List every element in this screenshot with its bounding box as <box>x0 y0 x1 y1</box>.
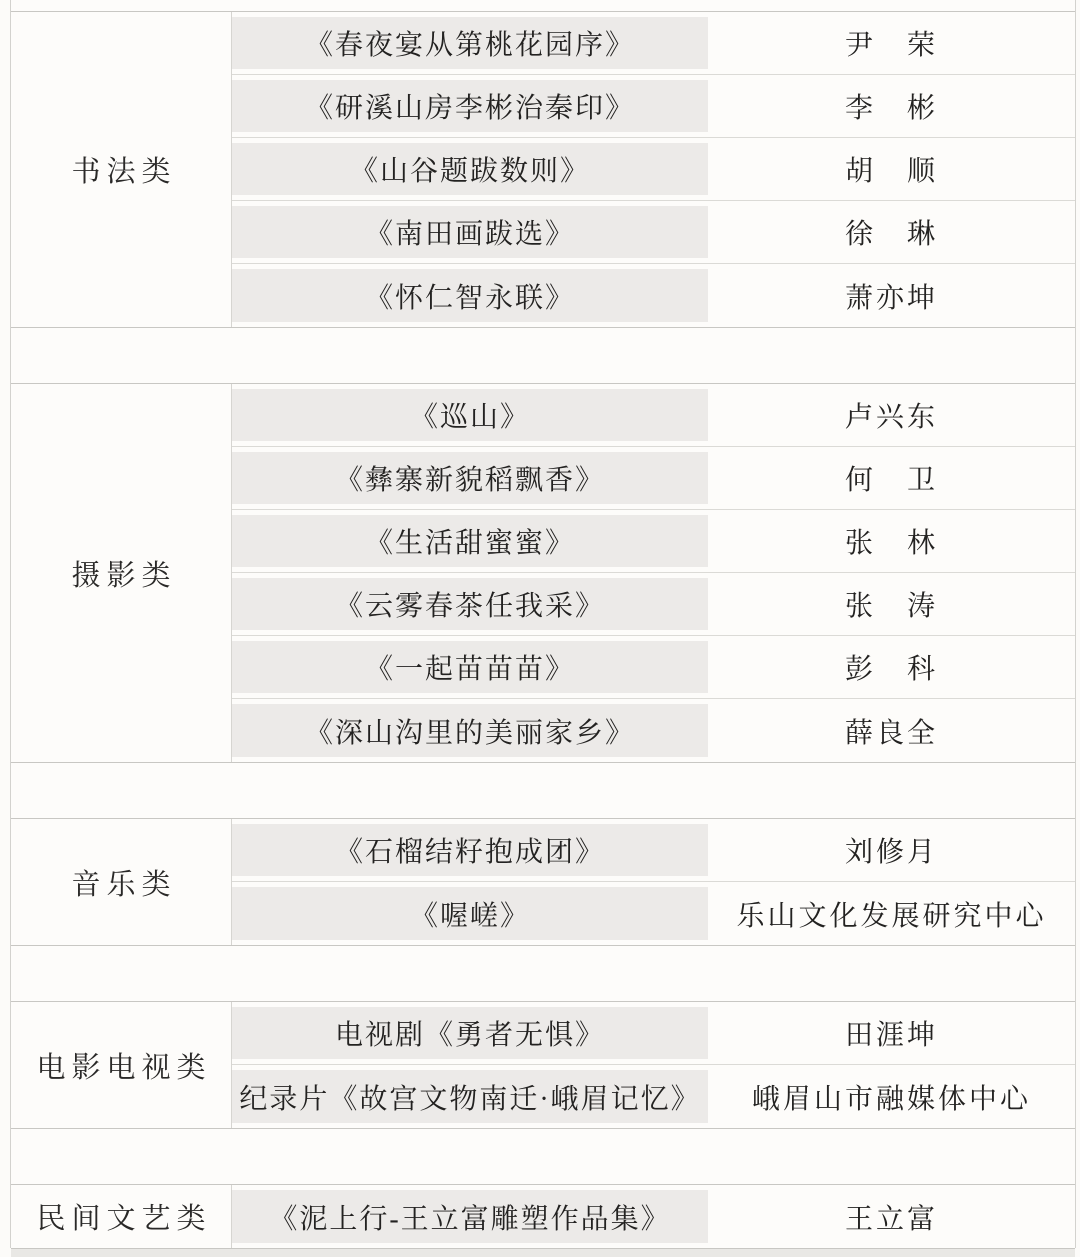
author-name: 李 彬 <box>844 93 938 124</box>
work-title: 《泥上行-王立富雕塑作品集》 <box>269 1203 671 1235</box>
section-rows <box>232 12 1075 327</box>
author-name: 刘修月 <box>844 837 938 868</box>
work-title-background <box>232 1190 708 1243</box>
work-title-cell <box>232 1185 708 1248</box>
work-title-cell <box>232 1065 708 1128</box>
work-title-cell <box>232 384 708 446</box>
table-body <box>11 12 1075 1249</box>
work-title-cell <box>232 264 708 327</box>
author-name: 何 卫 <box>844 465 938 496</box>
table-row <box>232 699 1075 762</box>
category-cell <box>11 1185 232 1248</box>
author-cell <box>708 1185 1075 1248</box>
category-section <box>11 12 1075 328</box>
work-title-cell <box>232 75 708 137</box>
author-name: 张 涛 <box>844 591 938 622</box>
work-title: 《彝寨新貌稻飘香》 <box>334 465 605 496</box>
category-label: 音乐类 <box>71 868 177 901</box>
work-title-background <box>232 269 708 322</box>
author-name: 王立富 <box>844 1203 938 1235</box>
author-name: 田涯坤 <box>844 1020 938 1051</box>
table-row <box>232 264 1075 327</box>
work-title-background <box>232 389 708 441</box>
work-title-background <box>232 17 708 69</box>
work-title-cell <box>232 636 708 698</box>
author-cell <box>708 384 1075 446</box>
author-cell <box>708 201 1075 263</box>
work-title: 《石榴结籽抱成团》 <box>334 837 605 868</box>
work-title-cell <box>232 819 708 881</box>
author-cell <box>708 510 1075 572</box>
work-title-cell <box>232 1002 708 1064</box>
section-spacer <box>11 328 1075 384</box>
author-cell <box>708 1065 1075 1128</box>
work-title-background <box>232 704 708 757</box>
author-cell <box>708 819 1075 881</box>
work-title-background <box>232 206 708 258</box>
work-title: 《巡山》 <box>409 402 530 433</box>
table-top-partial-row <box>11 0 1075 12</box>
work-title-cell <box>232 138 708 200</box>
table-row <box>232 12 1075 75</box>
author-name: 峨眉山市融媒体中心 <box>751 1083 1031 1115</box>
work-title-cell <box>232 201 708 263</box>
work-title-background <box>232 578 708 630</box>
work-title: 纪录片《故宫文物南迁·峨眉记忆》 <box>239 1083 701 1115</box>
category-label: 书法类 <box>71 156 177 188</box>
author-cell <box>708 573 1075 635</box>
work-title-background <box>232 641 708 693</box>
work-title-background <box>232 80 708 132</box>
author-name: 乐山文化发展研究中心 <box>736 900 1047 932</box>
author-cell <box>708 699 1075 762</box>
work-title-background <box>232 515 708 567</box>
table-row <box>232 1002 1075 1065</box>
category-section <box>11 1185 1075 1249</box>
category-section <box>11 384 1075 763</box>
table-row <box>232 201 1075 264</box>
work-title-background <box>232 143 708 195</box>
table-row <box>232 1065 1075 1128</box>
work-title: 《生活甜蜜蜜》 <box>364 528 575 559</box>
work-title-background <box>232 1007 708 1059</box>
work-title: 《一起苗苗苗》 <box>364 654 575 685</box>
table-row <box>232 75 1075 138</box>
table-row <box>232 882 1075 945</box>
author-cell <box>708 12 1075 74</box>
work-title-cell <box>232 510 708 572</box>
category-cell <box>11 819 232 945</box>
author-cell <box>708 882 1075 945</box>
author-cell <box>708 75 1075 137</box>
category-section <box>11 1002 1075 1129</box>
table-row <box>232 636 1075 699</box>
author-name: 胡 顺 <box>844 156 938 187</box>
table-bottom-edge <box>11 1249 1075 1257</box>
table-row <box>232 819 1075 882</box>
work-title: 《研溪山房李彬治秦印》 <box>304 93 635 124</box>
work-title: 《深山沟里的美丽家乡》 <box>304 717 635 749</box>
work-title: 《山谷题跋数则》 <box>349 156 590 187</box>
category-cell <box>11 1002 232 1128</box>
table-row <box>232 138 1075 201</box>
author-cell <box>708 264 1075 327</box>
author-cell <box>708 138 1075 200</box>
work-title-background <box>232 1070 708 1123</box>
author-name: 彭 科 <box>844 654 938 685</box>
work-title-background <box>232 452 708 504</box>
author-name: 尹 荣 <box>844 30 938 61</box>
category-section <box>11 819 1075 946</box>
author-name: 卢兴东 <box>844 402 938 433</box>
author-cell <box>708 447 1075 509</box>
author-name: 张 林 <box>844 528 938 559</box>
section-spacer <box>11 763 1075 819</box>
work-title: 电视剧《勇者无惧》 <box>334 1020 605 1051</box>
work-title-cell <box>232 573 708 635</box>
work-title: 《春夜宴从第桃花园序》 <box>304 30 635 61</box>
section-spacer <box>11 946 1075 1002</box>
author-name: 萧亦坤 <box>844 282 938 314</box>
table-row <box>232 1185 1075 1248</box>
section-spacer <box>11 1129 1075 1185</box>
work-title-cell <box>232 447 708 509</box>
category-label: 民间文艺类 <box>36 1203 212 1235</box>
category-cell <box>11 12 232 327</box>
author-cell <box>708 636 1075 698</box>
section-rows <box>232 819 1075 945</box>
table-row <box>232 447 1075 510</box>
work-title-cell <box>232 699 708 762</box>
work-title-cell <box>232 882 708 945</box>
table-row <box>232 510 1075 573</box>
category-label: 摄影类 <box>71 559 177 592</box>
work-title-cell <box>232 12 708 74</box>
work-title: 《云雾春茶任我采》 <box>334 591 605 622</box>
work-title-background <box>232 887 708 940</box>
category-cell <box>11 384 232 762</box>
awards-table <box>10 0 1076 1248</box>
work-title-background <box>232 824 708 876</box>
table-row <box>232 573 1075 636</box>
work-title: 《喔嵯》 <box>409 900 530 932</box>
work-title: 《怀仁智永联》 <box>364 282 575 314</box>
author-cell <box>708 1002 1075 1064</box>
author-name: 薛良全 <box>844 717 938 749</box>
section-rows <box>232 1002 1075 1128</box>
section-rows <box>232 384 1075 762</box>
author-name: 徐 琳 <box>844 219 938 250</box>
table-row <box>232 384 1075 447</box>
work-title: 《南田画跋选》 <box>364 219 575 250</box>
category-label: 电影电视类 <box>36 1051 212 1084</box>
section-rows <box>232 1185 1075 1248</box>
